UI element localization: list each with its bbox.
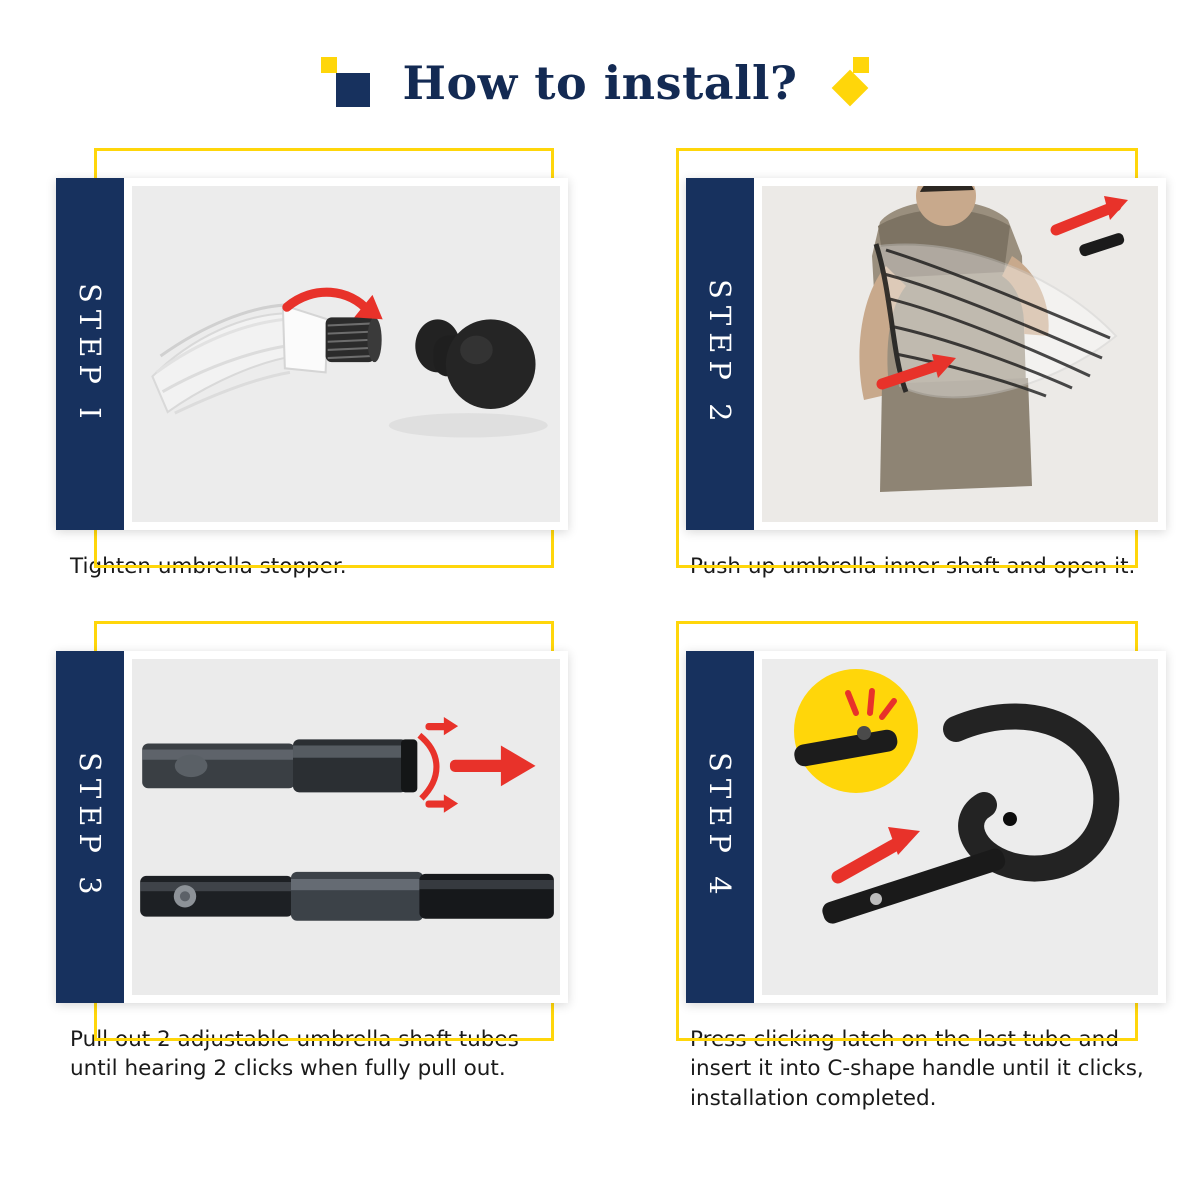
decor-left	[321, 55, 377, 111]
step-photo-card-2	[686, 178, 1166, 530]
step-label-1	[56, 178, 124, 530]
diamond-icon	[336, 73, 370, 107]
diamond-icon	[853, 57, 869, 73]
step-photo-card-1	[56, 178, 568, 530]
step-label-text: STEP I	[73, 282, 107, 426]
step-card-3	[0, 613, 624, 1113]
step-card-4	[630, 613, 1200, 1113]
step-card-1	[0, 140, 624, 581]
step-image-3	[132, 659, 560, 995]
step-card-2	[630, 140, 1200, 581]
step-label-3	[56, 651, 124, 1003]
diamond-icon	[321, 57, 337, 73]
open-umbrella-illustration	[762, 186, 1158, 522]
step-image-1	[132, 186, 560, 522]
decor-right	[823, 55, 879, 111]
steps-grid	[0, 140, 1200, 1113]
diamond-icon	[832, 70, 869, 107]
step-label-2	[686, 178, 754, 530]
c-handle-latch-illustration	[762, 659, 1158, 995]
step-photo-card-3	[56, 651, 568, 1003]
step-caption-1: Tighten umbrella stopper.	[70, 554, 347, 579]
step-image-2	[762, 186, 1158, 522]
step-caption-2: Push up umbrella inner shaft and open it.	[690, 554, 1136, 579]
telescoping-tubes-illustration	[132, 659, 560, 995]
page-title-row	[0, 48, 1200, 118]
page-title: How to install?	[402, 56, 798, 110]
step-caption-4: Press clicking latch on the last tube and insert it into C-shape handle until it clicks, installation completed.	[690, 1027, 1144, 1111]
step-label-text: STEP 2	[703, 279, 737, 429]
step-photo-card-4	[686, 651, 1166, 1003]
step-label-text: STEP 4	[703, 752, 737, 903]
step-label-text: STEP 3	[73, 752, 107, 903]
highlight-circle	[794, 669, 918, 793]
step-image-4	[762, 659, 1158, 995]
umbrella-stopper-illustration	[132, 186, 560, 522]
step-label-4	[686, 651, 754, 1003]
step-caption-3: Pull out 2 adjustable umbrella shaft tubes until hearing 2 clicks when fully pull out.	[70, 1027, 519, 1082]
